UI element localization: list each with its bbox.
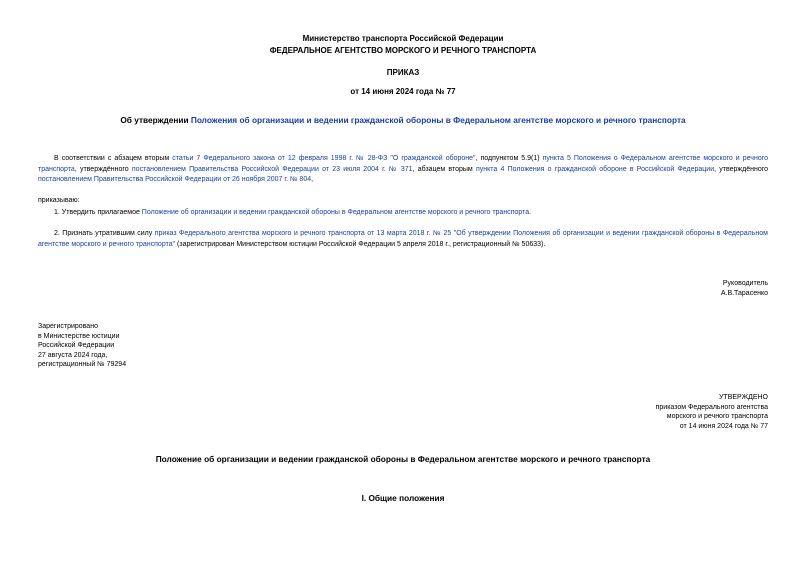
title-link[interactable]: Положения об организации и ведении гражданской обороны в Федеральном агентстве морского и речного транспорта: [190, 115, 686, 125]
agency-name: ФЕДЕРАЛЬНОЕ АГЕНТСТВО МОРСКОГО И РЕЧНОГО ТРАНСПОРТА: [269, 46, 537, 55]
item2-end: (зарегистрирован Министерством юстиции Российской Федерации 5 апреля 2018 г., регистрационный № 50633).: [175, 240, 546, 248]
item1-link[interactable]: Положение об организации и ведении гражданской обороны в Федеральном агентстве морского и речного транспорта: [141, 209, 530, 216]
item1-end: .: [529, 209, 532, 216]
link-government-decree-371[interactable]: постановлением Правительства Российской Федерации от 23 июля 2004 г. № 371: [131, 165, 413, 173]
document-title: [38, 115, 768, 125]
annex-title: Положение об организации и ведении гражданской обороны в Федеральном агентстве морского и речного транспорта: [155, 454, 651, 464]
approval-line-3: морского и речного транспорта: [666, 413, 768, 420]
preamble-text-2: , подпунктом 5.9(1): [475, 155, 543, 162]
title-prefix: Об утверждении: [120, 115, 191, 125]
registration-block: [38, 322, 126, 370]
approval-line-1: УТВЕРЖДЕНО: [718, 394, 768, 401]
item1-text: 1. Утвердить прилагаемое: [54, 209, 142, 216]
registration-line-3: Российской Федерации: [38, 342, 115, 349]
signature-role: Руководитель: [722, 280, 768, 287]
document-type: ПРИКАЗ: [386, 68, 420, 77]
document-date: от 14 июня 2024 года № 77: [350, 87, 456, 96]
preamble-paragraph: [38, 154, 768, 186]
signature-block: [721, 279, 768, 298]
approval-line-4: от 14 июня 2024 года № 77: [679, 422, 768, 430]
preamble-text-3: , утверждённого: [74, 165, 132, 173]
order-item-2: [38, 229, 768, 250]
registration-line-1: Зарегистрировано: [38, 323, 98, 330]
ministry-name: Министерство транспорта Российской Федерации: [302, 34, 504, 43]
preamble-text-5: , утверждённого: [714, 165, 768, 173]
order-item-1: [38, 208, 768, 219]
link-agency-regulation[interactable]: пункта 5 Положения о Федеральном агентстве морского и речного транспорта: [38, 155, 769, 173]
item2-text: 2. Признать утратившим силу: [54, 230, 155, 237]
preamble-text-1: В соответствии с абзацем вторым: [54, 155, 173, 162]
preamble-text-4: , абзацем вторым: [412, 165, 476, 173]
preamble-text-6: ,: [311, 176, 314, 183]
section-title: I. Общие положения: [361, 493, 445, 503]
approval-line-2: приказом Федерального агентства: [655, 403, 768, 411]
link-federal-law[interactable]: статьи 7 Федерального закона от 12 февраля 1998 г. № 28-ФЗ "О гражданской обороне": [172, 155, 476, 162]
item2-link[interactable]: приказ Федерального агентства морского и речного транспорта от 13 марта 2018 г. № 25 "Об утверждении Положения об организации и ведении гражданской обороны в Федеральном агентстве морского и речного транспорта": [38, 230, 768, 248]
order-word: приказываю:: [38, 197, 80, 204]
link-government-decree-804[interactable]: постановлением Правительства Российской Федерации от 26 ноября 2007 г. № 804: [38, 176, 312, 183]
link-civil-defense-regulation[interactable]: пункта 4 Положения о гражданской обороне в Российской Федерации: [475, 165, 715, 173]
registration-line-2: в Министерстве юстиции: [38, 332, 120, 340]
signature-name: А.В.Тарасенко: [720, 289, 768, 297]
registration-line-5: регистрационный № 79294: [38, 361, 127, 368]
approval-block: [656, 393, 768, 431]
registration-line-4: 27 августа 2024 года,: [38, 351, 108, 359]
document-page: [38, 0, 768, 571]
